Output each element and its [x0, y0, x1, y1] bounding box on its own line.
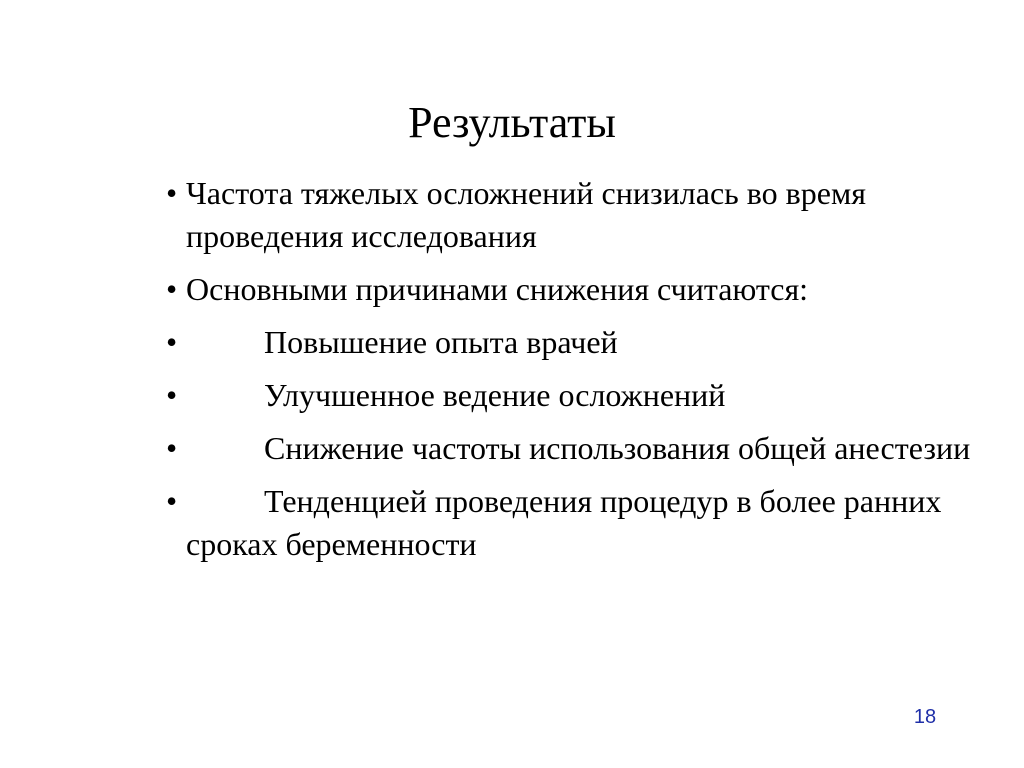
bullet-list	[158, 172, 988, 576]
bullet-dot-icon: •	[166, 483, 178, 519]
bullet-text: Тенденцией проведения процедур в более ранних сроках беременности	[186, 483, 942, 562]
bullet-item	[158, 172, 988, 258]
bullet-dot-icon: •	[166, 377, 178, 413]
bullet-item	[158, 321, 988, 364]
bullet-text: Улучшенное ведение осложнений	[264, 377, 726, 413]
bullet-text: Повышение опыта врачей	[264, 324, 618, 360]
bullet-text: Частота тяжелых осложнений снизилась во время проведения исследования	[186, 175, 866, 254]
bullet-item	[158, 480, 988, 566]
bullet-item	[158, 427, 988, 470]
bullet-item	[158, 374, 988, 417]
bullet-dot-icon: •	[166, 271, 178, 307]
page-number: 18	[913, 706, 937, 728]
bullet-text: Основными причинами снижения считаются:	[186, 271, 809, 307]
slide-title: Результаты	[408, 98, 616, 147]
bullet-dot-icon: •	[166, 430, 178, 466]
bullet-item	[158, 268, 988, 311]
bullet-text: Снижение частоты использования общей анестезии	[264, 430, 971, 466]
bullet-dot-icon: •	[166, 324, 178, 360]
bullet-dot-icon: •	[166, 175, 178, 211]
